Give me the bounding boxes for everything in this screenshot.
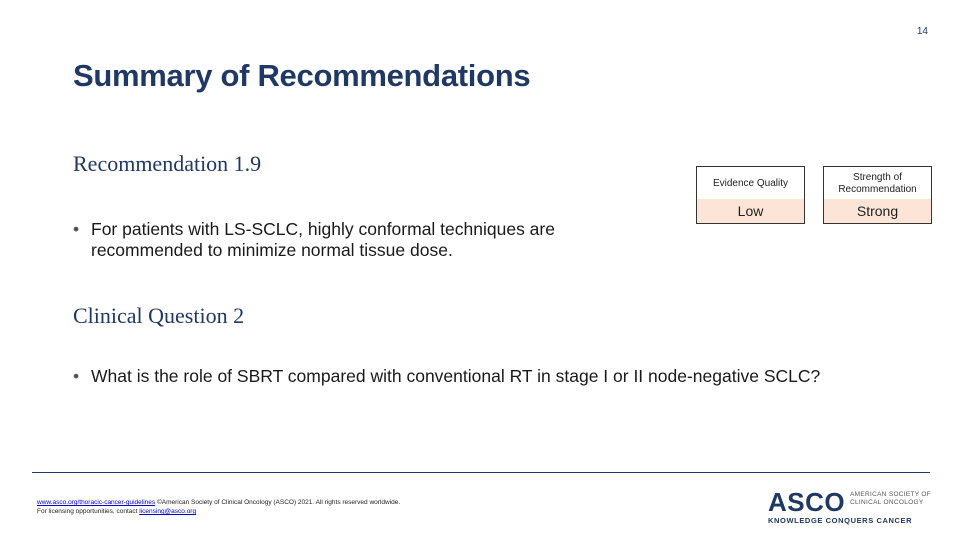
strength-value: Strong <box>823 199 932 224</box>
evidence-quality-header: Evidence Quality <box>696 166 805 201</box>
logo-tagline: KNOWLEDGE CONQUERS CANCER <box>768 516 913 525</box>
clinical-question-heading: Clinical Question 2 <box>73 303 245 328</box>
logo-subtitle-line1: AMERICAN SOCIETY OF <box>850 491 932 498</box>
bullet-marker: • <box>73 219 80 239</box>
evidence-quality-column <box>696 166 805 226</box>
logo-wordmark: ASCO <box>768 487 846 517</box>
footer-notice <box>37 498 400 516</box>
copyright-text: ©American Society of Clinical Oncology (ASCO) 2021. All rights reserved worldwide. <box>156 499 401 506</box>
clinical-question-bullet <box>73 366 873 410</box>
page-number: 14 <box>916 26 928 37</box>
slide-title: Summary of Recommendations <box>73 58 531 93</box>
licensing-text: For licensing opportunities, contact <box>37 508 138 515</box>
evidence-quality-value: Low <box>696 199 805 224</box>
recommendation-bullet <box>73 219 633 263</box>
recommendation-heading: Recommendation 1.9 <box>73 151 262 176</box>
strength-header: Strength of Recommendation <box>823 166 932 201</box>
clinical-question-text: What is the role of SBRT compared with conventional RT in stage I or II node-negative SCLC? <box>91 366 821 386</box>
licensing-email-link[interactable]: licensing@asco.org <box>139 508 197 515</box>
recommendation-text: For patients with LS-SCLC, highly conformal techniques are recommended to minimize normal tissue dose. <box>91 219 555 260</box>
guidelines-link[interactable]: www.asco.org/thoracic-cancer-guidelines <box>37 499 156 506</box>
logo-subtitle <box>850 491 931 507</box>
strength-column <box>823 166 932 226</box>
asco-logo <box>766 488 932 526</box>
bullet-marker: • <box>73 366 80 386</box>
evidence-table <box>696 166 934 226</box>
logo-subtitle-line2: CLINICAL ONCOLOGY <box>850 499 924 506</box>
footer-divider <box>32 472 930 473</box>
